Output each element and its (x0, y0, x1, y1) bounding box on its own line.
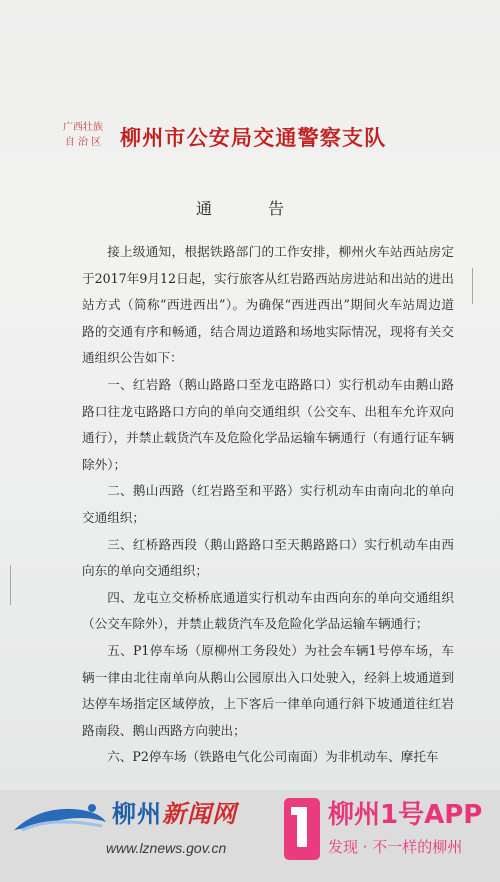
paragraph-item-1: 一、红岩路（鹅山路路口至龙屯路路口）实行机动车由鹅山路路口往龙屯路路口方向的单向交通组织（公交车、出租车允许双向通行），并禁止载货汽车及危险化学品运输车辆通行（有通行证车辆除外）； (82, 376, 454, 472)
site-url: www.lznews.gov.cn (106, 840, 227, 856)
notice-body (82, 239, 454, 771)
margin-mark-bottom (10, 565, 11, 605)
paragraph-intro: 接上级通知，根据铁路部门的工作安排，柳州火车站西站房定于2017年9月12日起，实行旅客从红岩路西站房进站和出站的进出站方式（简称“西进西出”）。为确保“西进西出”期间火车站周边道路的交通有序和畅通，结合周边道路和场地实际情况，现将有关交通组织公告如下： (82, 244, 454, 366)
letterhead-agency: 柳州市公安局交通警察支队 (120, 125, 387, 150)
paragraph-item-2: 二、鹅山西路（红岩路至和平路）实行机动车由南向北的单向交通组织； (82, 483, 454, 525)
app-slogan: 发现 · 不一样的柳州 (328, 838, 463, 856)
paragraph-item-4: 四、龙屯立交桥桥底通道实行机动车由西向东的单向交通组织（公交车除外），并禁止载货汽车及危险化学品运输车辆通行； (82, 589, 454, 632)
paragraph-item-3: 三、红桥路西段（鹅山路路口至天鹅路路口）实行机动车由西向东的单向交通组织； (82, 536, 454, 579)
notice-title: 通 告 (195, 199, 304, 218)
margin-mark-top (472, 268, 473, 304)
site-name-news: 新闻网 (162, 799, 237, 828)
lznews-logo-icon (12, 800, 108, 836)
app-logo-icon (284, 798, 320, 860)
paragraph-item-5: 五、P1停车场（原柳州工务段处）为社会车辆1号停车场，车辆一律由北往南单向从鹅山公园原出入口处驶入，经斜上坡通道到达停车场指定区域停放，上下客后一律单向通行斜下坡通道往红岩路南段、鹅山西路方向驶出； (82, 642, 454, 738)
paragraph-item-6: 六、P2停车场（铁路电气化公司南面）为非机动车、摩托车 (107, 749, 439, 765)
site-name-city: 柳州 (112, 800, 162, 828)
letterhead-region: 广西壮族 自 治 区 (63, 122, 103, 148)
watermark-footer (0, 790, 500, 882)
letterhead (58, 120, 478, 170)
app-name: 柳州1号APP (328, 800, 483, 830)
site-name (112, 794, 237, 829)
